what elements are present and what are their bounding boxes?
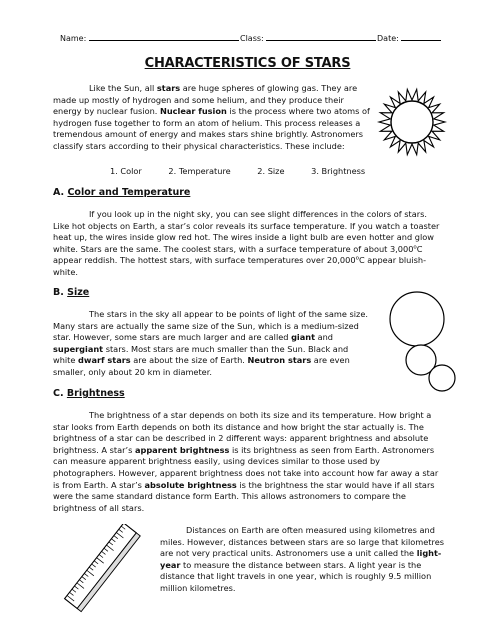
- section-c-heading: C. Brightness: [53, 388, 125, 399]
- section-a-heading: A. Color and Temperature: [53, 187, 191, 198]
- term-dwarf-stars: dwarf stars: [78, 355, 131, 366]
- list-item: 2. Size: [257, 166, 285, 176]
- term-absolute-brightness: absolute brightness: [144, 479, 237, 490]
- section-a-paragraph: If you look up in the night sky, you can see slight differences in the colors of stars. Like hot objects on Earth, a star’s color reveals its surface temperature. If you watch a toaster heat up, the wires inside glow red hot. The wires inside a light bulb are even hotter and glow white. Stars are the same. The coolest stars, with a surface temperature of about 3,000$^o$C appear reddish. The hottest stars, with surface temperatures over 20,000$^o$C appear bluish-white.: [53, 209, 440, 277]
- list-item: 3. Brightness: [311, 166, 366, 176]
- characteristics-list: [110, 166, 389, 176]
- date-field: [377, 33, 441, 43]
- section-b-paragraph: The stars in the sky all appear to be points of light of the same size. Many stars are actually the same size of the Sun, which is a medium-sized star. However, some stars are much larger and are called giant and supergiant stars. Most stars are much smaller than the Sun. Black and white dwarf stars are about the size of Earth. Neutron stars are even smaller, only about 20 km in diameter.: [53, 309, 368, 377]
- term-giant: giant: [291, 332, 315, 343]
- class-line: [266, 33, 376, 41]
- light-year-paragraph: Distances on Earth are often measured using kilometres and miles. However, distances between stars are so large that kilometres are not very practical units. Astronomers use a unit called the light-year to measure the distance between stars. A light year is the distance that light travels in one year, which is roughly 9.5 million million kilometres.: [160, 525, 444, 593]
- class-label: Class:: [240, 34, 264, 43]
- sun-icon: [376, 86, 448, 158]
- term-apparent-brightness: apparent brightness: [134, 444, 230, 455]
- section-b-heading: B. Size: [53, 287, 90, 298]
- class-field: [240, 33, 376, 43]
- term-neutron-stars: Neutron stars: [247, 355, 312, 366]
- list-item: 1. Color: [110, 166, 142, 176]
- section-c-paragraph: The brightness of a star depends on both its size and its temperature. How bright a star looks from Earth depends on both its distance and how bright the star actually is. The brightness of a star can be described in 2 different ways: apparent brightness and absolute brightness. A star’s apparent brightness is its brightness as seen from Earth. Astronomers can measure apparent brightness easily, using devices similar to those used by photographers. However, apparent brightness does not take into account how far away a star is from Earth. A star’s absolute brightness is the brightness the star would have if all stars were the same standard distance form Earth. This allows astronomers to compare the brightness of all stars.: [53, 410, 439, 513]
- term-stars: stars: [156, 83, 181, 93]
- name-label: Name:: [60, 34, 87, 43]
- list-item: 2. Temperature: [168, 166, 231, 176]
- date-line: [401, 33, 441, 41]
- date-label: Date:: [377, 34, 399, 43]
- ruler-icon: [58, 524, 148, 614]
- term-supergiant: supergiant: [53, 343, 104, 354]
- term-nuclear-fusion: Nuclear fusion: [159, 106, 227, 117]
- intro-paragraph: Like the Sun, all stars are huge spheres of glowing gas. They are made up mostly of hydrogen and some helium, and they produce their energy by nuclear fusion. Nuclear fusion is the process where two atoms of hydrogen fuse together to form an atom of helium. This process releases a tremendous amount of energy and makes stars shine brightly. Astronomers classify stars according to their physical characteristics. These include:: [53, 83, 370, 151]
- page-title: CHARACTERISTICS OF STARS: [144, 56, 351, 71]
- star-size-circles-icon: [378, 288, 462, 398]
- name-field: [60, 33, 239, 43]
- name-line: [89, 33, 239, 41]
- term-light-year: light-year: [160, 548, 442, 570]
